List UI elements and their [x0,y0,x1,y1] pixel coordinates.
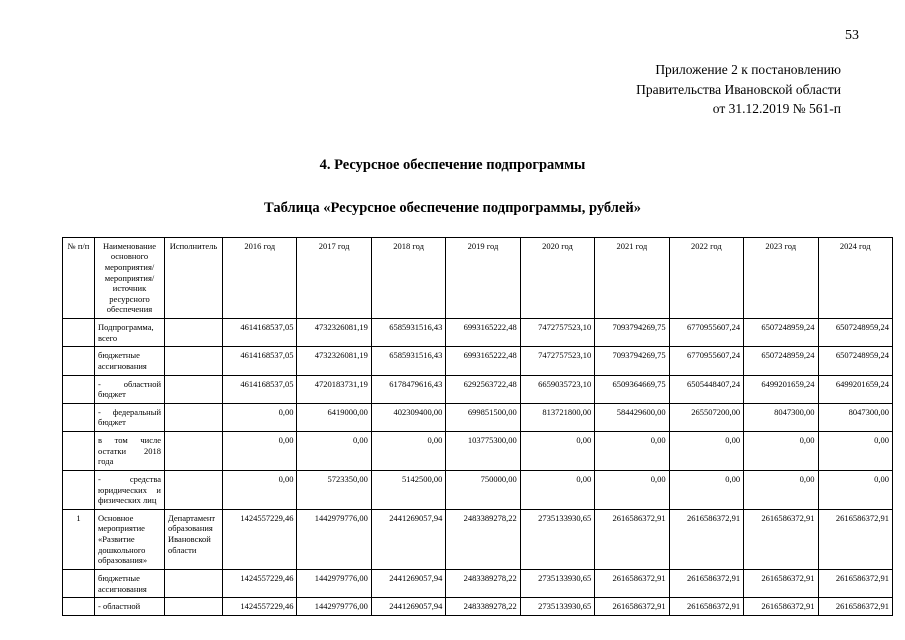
page-number: 53 [845,28,859,43]
value-cell: 6770955607,24 [669,319,743,347]
value-cell: 4732326081,19 [297,319,371,347]
value-cell: 2735133930,65 [520,569,594,597]
value-cell: 2616586372,91 [595,509,669,569]
value-cell: 4732326081,19 [297,347,371,375]
value-cell: 2616586372,91 [595,569,669,597]
value-cell: 2441269057,94 [371,569,445,597]
row-executor-cell [165,319,223,347]
value-cell: 6585931516,43 [371,319,445,347]
table-row [63,598,893,616]
value-cell: 2616586372,91 [818,598,893,616]
value-cell: 1442979776,00 [297,598,371,616]
value-cell: 6585931516,43 [371,347,445,375]
row-number-cell [63,432,95,471]
value-cell: 6499201659,24 [744,375,818,403]
column-header: 2024 год [818,237,893,318]
value-cell: 6178479616,43 [371,375,445,403]
value-cell: 1442979776,00 [297,509,371,569]
value-cell: 6507248959,24 [744,319,818,347]
table-row [63,432,893,471]
value-cell: 750000,00 [446,470,520,509]
value-cell: 6499201659,24 [818,375,893,403]
row-number-cell [63,470,95,509]
value-cell: 2735133930,65 [520,598,594,616]
value-cell: 699851500,00 [446,403,520,431]
value-cell: 2616586372,91 [744,598,818,616]
value-cell: 7472757523,10 [520,347,594,375]
column-header: 2016 год [223,237,297,318]
value-cell: 2483389278,22 [446,598,520,616]
row-name-cell: - областной [95,598,165,616]
row-name-cell: - областной бюджет [95,375,165,403]
value-cell: 1424557229,46 [223,598,297,616]
value-cell: 0,00 [669,432,743,471]
value-cell: 6419000,00 [297,403,371,431]
value-cell: 1442979776,00 [297,569,371,597]
value-cell: 8047300,00 [744,403,818,431]
value-cell: 6993165222,48 [446,347,520,375]
value-cell: 402309400,00 [371,403,445,431]
value-cell: 2616586372,91 [744,509,818,569]
value-cell: 6505448407,24 [669,375,743,403]
value-cell: 6770955607,24 [669,347,743,375]
value-cell: 6659035723,10 [520,375,594,403]
value-cell: 8047300,00 [818,403,893,431]
value-cell: 4614168537,05 [223,347,297,375]
value-cell: 2616586372,91 [818,509,893,569]
value-cell: 7093794269,75 [595,319,669,347]
table-header-row [63,237,893,318]
column-header: 2018 год [371,237,445,318]
value-cell: 2616586372,91 [669,569,743,597]
value-cell: 0,00 [520,470,594,509]
row-name-cell: Подпрограмма, всего [95,319,165,347]
row-number-cell: 1 [63,509,95,569]
value-cell: 6507248959,24 [744,347,818,375]
row-name-cell: бюджетные ассигнования [95,569,165,597]
value-cell: 2616586372,91 [669,509,743,569]
value-cell: 813721800,00 [520,403,594,431]
row-name-cell: в том числе остатки 2018 года [95,432,165,471]
annex-block [0,44,905,119]
row-executor-cell [165,598,223,616]
row-name-cell: - федеральный бюджет [95,403,165,431]
value-cell: 0,00 [744,432,818,471]
value-cell: 0,00 [223,403,297,431]
column-header: 2022 год [669,237,743,318]
table-row [63,569,893,597]
table-title: Таблица «Ресурсное обеспечение подпрограммы, рублей» [264,199,641,216]
value-cell: 0,00 [223,432,297,471]
column-header: 2017 год [297,237,371,318]
annex-line-1: Приложение 2 к постановлению [655,62,841,77]
column-header: 2019 год [446,237,520,318]
annex-line-2: Правительства Ивановской области [636,81,841,97]
column-header: 2023 год [744,237,818,318]
row-executor-cell [165,432,223,471]
value-cell: 2616586372,91 [744,569,818,597]
table-row [63,403,893,431]
value-cell: 0,00 [371,432,445,471]
value-cell: 103775300,00 [446,432,520,471]
value-cell: 6507248959,24 [818,319,893,347]
value-cell: 0,00 [520,432,594,471]
row-name-cell: Основное мероприятие «Развитие дошкольного образования» [95,509,165,569]
value-cell: 2735133930,65 [520,509,594,569]
row-name-cell: - средства юридических и физических лиц [95,470,165,509]
table-row [63,347,893,375]
row-executor-cell [165,347,223,375]
table-row [63,470,893,509]
value-cell: 1424557229,46 [223,509,297,569]
column-header: 2020 год [520,237,594,318]
value-cell: 0,00 [595,470,669,509]
annex-line-3: от 31.12.2019 № 561-п [712,101,841,117]
value-cell: 2441269057,94 [371,598,445,616]
value-cell: 6507248959,24 [818,347,893,375]
resource-table [62,237,893,616]
column-header: 2021 год [595,237,669,318]
value-cell: 2483389278,22 [446,509,520,569]
value-cell: 2616586372,91 [818,569,893,597]
row-executor-cell: Департамент образования Ивановской области [165,509,223,569]
row-number-cell [63,598,95,616]
value-cell: 0,00 [595,432,669,471]
row-executor-cell [165,403,223,431]
row-executor-cell [165,375,223,403]
table-body [63,319,893,616]
value-cell: 6509364669,75 [595,375,669,403]
row-number-cell [63,347,95,375]
value-cell: 0,00 [223,470,297,509]
column-header: № п/п [63,237,95,318]
value-cell: 265507200,00 [669,403,743,431]
value-cell: 2616586372,91 [595,598,669,616]
value-cell: 6993165222,48 [446,319,520,347]
row-number-cell [63,375,95,403]
value-cell: 4720183731,19 [297,375,371,403]
value-cell: 0,00 [818,432,893,471]
section-title: 4. Ресурсное обеспечение подпрограммы [319,156,586,173]
value-cell: 7093794269,75 [595,347,669,375]
value-cell: 5142500,00 [371,470,445,509]
value-cell: 7472757523,10 [520,319,594,347]
value-cell: 0,00 [818,470,893,509]
value-cell: 0,00 [744,470,818,509]
value-cell: 4614168537,05 [223,375,297,403]
table-row [63,319,893,347]
column-header: Наименование основного мероприятия/мероприятия/источник ресурсного обеспечения [95,237,165,318]
value-cell: 0,00 [297,432,371,471]
row-number-cell [63,569,95,597]
row-number-cell [63,319,95,347]
value-cell: 0,00 [669,470,743,509]
table-row [63,375,893,403]
row-name-cell: бюджетные ассигнования [95,347,165,375]
value-cell: 2616586372,91 [669,598,743,616]
value-cell: 584429600,00 [595,403,669,431]
table-row [63,509,893,569]
row-executor-cell [165,470,223,509]
value-cell: 2441269057,94 [371,509,445,569]
value-cell: 6292563722,48 [446,375,520,403]
column-header: Исполнитель [165,237,223,318]
row-executor-cell [165,569,223,597]
row-number-cell [63,403,95,431]
value-cell: 5723350,00 [297,470,371,509]
value-cell: 4614168537,05 [223,319,297,347]
value-cell: 2483389278,22 [446,569,520,597]
value-cell: 1424557229,46 [223,569,297,597]
